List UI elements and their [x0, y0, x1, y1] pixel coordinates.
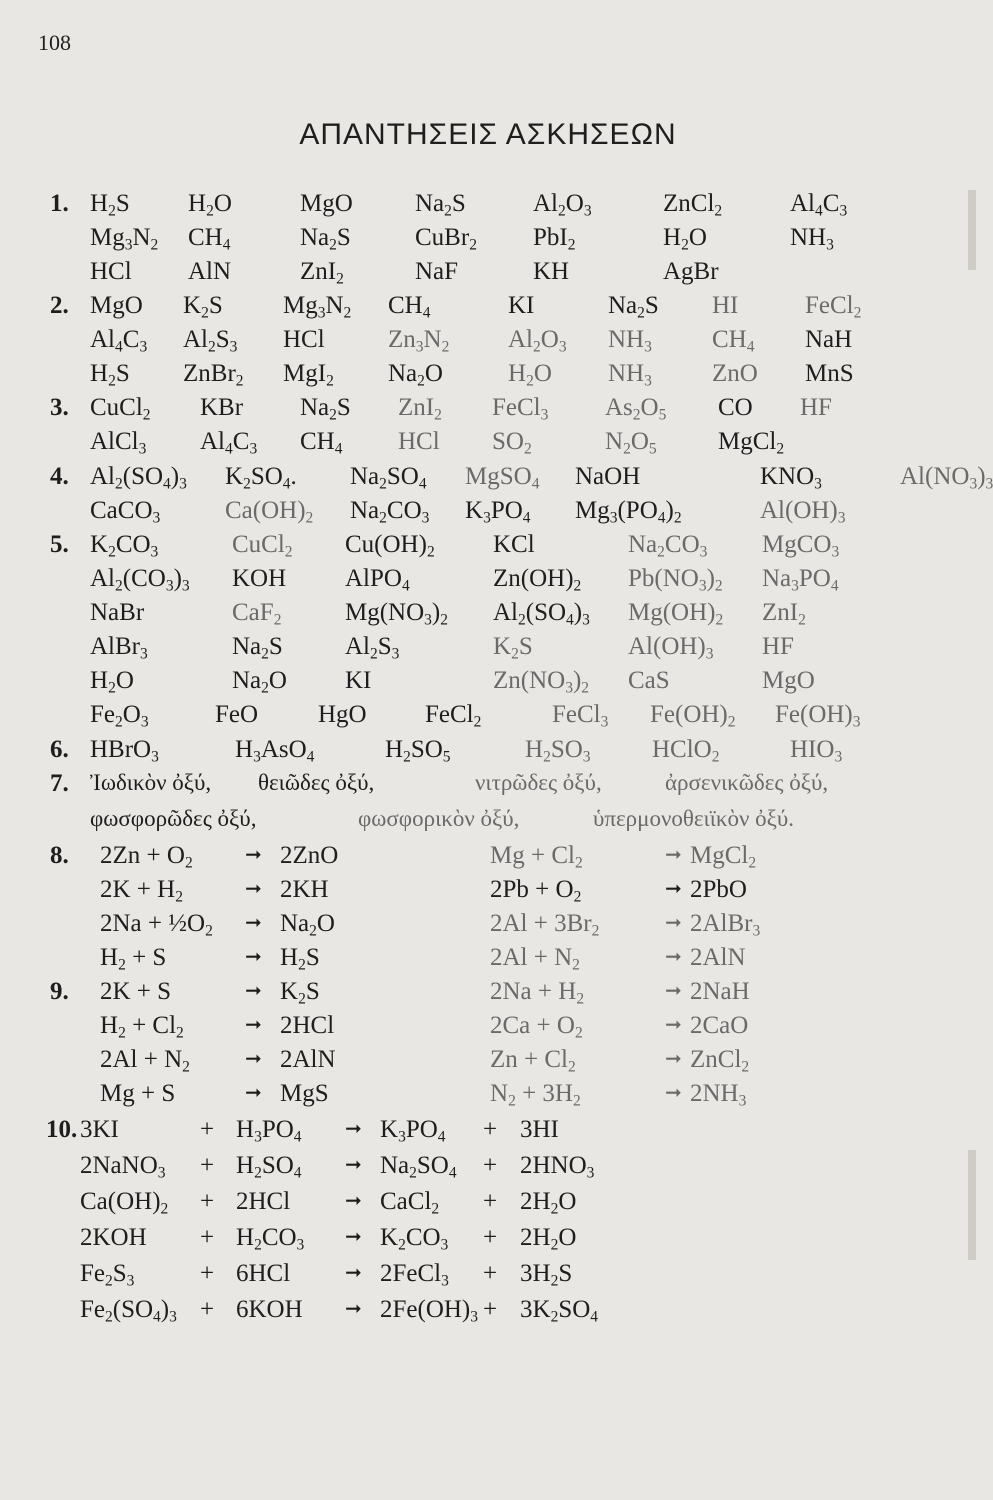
exercise-number: 6.	[50, 736, 69, 763]
formula: $Na_2SO_4$	[380, 1152, 457, 1182]
reaction-arrow: ➞	[665, 946, 682, 968]
reaction-arrow: ➞	[245, 1082, 262, 1104]
plus-sign: +	[483, 1152, 498, 1179]
formula: $Ca(OH)_2$	[225, 497, 314, 527]
plus-sign: +	[200, 1152, 215, 1179]
reaction-arrow: ➞	[345, 1226, 362, 1248]
formula: HBrO$_3$	[90, 736, 159, 766]
formula: 3HI	[520, 1116, 559, 1143]
reaction-arrow: ➞	[245, 1048, 262, 1070]
acid-name: φωσφορῶδες ὀξύ,	[90, 806, 257, 831]
exercise-number: 10.	[46, 1116, 78, 1143]
formula: 2NaH	[690, 978, 750, 1005]
page-edge-mark	[968, 1150, 976, 1260]
plus-sign: +	[483, 1188, 498, 1215]
formula: $Fe_2(SO_4)_3$	[80, 1296, 177, 1326]
formula: $3H_2S$	[520, 1260, 573, 1290]
formula: $Fe(OH)_2$	[650, 701, 736, 731]
plus-sign: +	[200, 1260, 215, 1287]
formula: $Zn_3N_2$	[388, 326, 450, 356]
formula: CaS	[628, 667, 670, 694]
acid-name: ἀρσενικῶδες ὀξύ,	[665, 770, 829, 795]
formula: $Zn(OH)_2$	[493, 565, 582, 595]
formula: AlCl$_3$	[90, 428, 147, 458]
formula: $Fe_2S_3$	[80, 1260, 135, 1290]
formula: MgCl$_2$	[718, 428, 785, 458]
plus-sign: +	[483, 1260, 498, 1287]
formula: NaBr	[90, 599, 145, 626]
formula: $Al(NO_3)_3$	[900, 463, 993, 493]
formula: $Na_2S$	[608, 292, 659, 322]
acid-name: φωσφορικὸν ὀξύ,	[358, 806, 520, 831]
formula: $Na_2S$	[232, 633, 283, 663]
formula: $Fe_2O_3$	[90, 701, 149, 731]
formula: 2HCl	[236, 1188, 291, 1215]
formula: $Fe(OH)_3$	[775, 701, 861, 731]
formula: $H_2 + Cl_2$	[100, 1012, 184, 1042]
formula: HClO$_2$	[652, 736, 720, 766]
formula: $Na_2O$	[232, 667, 287, 697]
formula: $H_2O$	[663, 224, 707, 254]
formula: KI	[345, 667, 372, 694]
formula: ZnBr$_2$	[183, 360, 244, 390]
formula: $CH_4$	[188, 224, 231, 254]
formula: FeCl$_2$	[805, 292, 862, 322]
plus-sign: +	[483, 1116, 498, 1143]
formula: MnS	[805, 360, 854, 387]
formula: FeCl$_3$	[552, 701, 609, 731]
formula: $K_2SO_4$.	[225, 463, 297, 493]
formula: AlPO$_4$	[345, 565, 410, 595]
formula: $2HNO_3$	[520, 1152, 595, 1182]
formula: 3KI	[80, 1116, 119, 1143]
formula: HF	[800, 394, 832, 421]
formula: $Zn + Cl_2$	[490, 1046, 576, 1076]
formula: $H_2O$	[188, 190, 232, 220]
acid-name: νιτρῶδες ὀξύ,	[475, 770, 602, 795]
acid-name: θειῶδες ὀξύ,	[258, 770, 375, 795]
formula: $2Na + \frac{1}{2}O_2$	[100, 910, 213, 940]
formula: MgS	[280, 1080, 329, 1107]
formula: 2NaNO$_3$	[80, 1152, 166, 1182]
formula: AlN	[188, 258, 232, 285]
formula: $NH_3$	[790, 224, 834, 254]
reaction-arrow: ➞	[345, 1154, 362, 1176]
formula: 6KOH	[236, 1296, 303, 1323]
formula: $Zn(NO_3)_2$	[493, 667, 590, 697]
formula: HCl	[90, 258, 132, 285]
formula: $Al_2(SO_4)_3$	[90, 463, 187, 493]
formula: $N_2O_5$	[605, 428, 657, 458]
formula: $Na_2SO_4$	[350, 463, 427, 493]
formula: MgCl$_2$	[690, 842, 757, 872]
formula: NaOH	[575, 463, 641, 490]
formula: $K_2CO_3$	[90, 531, 159, 561]
formula: $H_2 + S$	[100, 944, 167, 974]
formula: $2Al + N_2$	[100, 1046, 190, 1076]
formula: $Al_2S_3$	[183, 326, 238, 356]
formula: CaCl$_2$	[380, 1188, 440, 1218]
formula: 2HCl	[280, 1012, 335, 1039]
formula: $Al_2O_3$	[533, 190, 592, 220]
formula: 2AlN	[280, 1046, 336, 1073]
formula: $Mg(NO_3)_2$	[345, 599, 448, 629]
formula: $2Ca + O_2$	[490, 1012, 583, 1042]
formula: $H_2O$	[90, 667, 134, 697]
formula: HF	[762, 633, 794, 660]
exercise-number: 7.	[50, 770, 69, 797]
formula: $H_2SO_3$	[525, 736, 591, 766]
formula: $Mg_3N_2$	[283, 292, 352, 322]
formula: $K_2S$	[183, 292, 223, 322]
formula: $Al_4C_3$	[200, 428, 258, 458]
formula: $Al(OH)_3$	[628, 633, 714, 663]
formula: $K_3PO_4$	[380, 1116, 446, 1146]
formula: CuCl$_2$	[232, 531, 293, 561]
formula: MgO	[762, 667, 815, 694]
formula: $2H_2O$	[520, 1188, 577, 1218]
formula: $Na_2O$	[388, 360, 443, 390]
formula: 2AlBr$_3$	[690, 910, 761, 940]
exercise-number: 3.	[50, 394, 69, 421]
reaction-arrow: ➞	[245, 878, 262, 900]
formula: NaH	[805, 326, 853, 353]
formula: $Na_2O$	[280, 910, 335, 940]
formula: $Na_2S$	[415, 190, 466, 220]
formula: $Mg_3N_2$	[90, 224, 159, 254]
formula: HgO	[318, 701, 367, 728]
formula: $Al_4C_3$	[90, 326, 148, 356]
formula: $2Zn + O_2$	[100, 842, 193, 872]
formula: $Na_3PO_4$	[762, 565, 839, 595]
reaction-arrow: ➞	[245, 980, 262, 1002]
formula: AgBr	[663, 258, 719, 285]
exercise-number: 2.	[50, 292, 69, 319]
formula: KOH	[232, 565, 287, 592]
formula: $Na_2S$	[300, 224, 351, 254]
formula: ZnI$_2$	[398, 394, 442, 424]
reaction-arrow: ➞	[345, 1298, 362, 1320]
reaction-arrow: ➞	[245, 1014, 262, 1036]
formula: HCl	[283, 326, 325, 353]
formula: $K_3PO_4$	[465, 497, 531, 527]
formula: KBr	[200, 394, 244, 421]
plus-sign: +	[200, 1296, 215, 1323]
formula: MgI$_2$	[283, 360, 334, 390]
formula: $Cu(OH)_2$	[345, 531, 435, 561]
formula: PbI$_2$	[533, 224, 576, 254]
formula: KCl	[493, 531, 535, 558]
formula: $Al_2O_3$	[508, 326, 567, 356]
formula: $CH_4$	[388, 292, 431, 322]
formula: $K_2S$	[493, 633, 533, 663]
reaction-arrow: ➞	[665, 980, 682, 1002]
page-number: 108	[38, 30, 71, 55]
formula: $Na_2CO_3$	[350, 497, 430, 527]
formula: $Mg_3(PO_4)_2$	[575, 497, 682, 527]
formula: $Al_2S_3$	[345, 633, 400, 663]
reaction-arrow: ➞	[345, 1118, 362, 1140]
formula: FeCl$_2$	[425, 701, 482, 731]
formula: $H_2S$	[90, 190, 130, 220]
formula: MgSO$_4$	[465, 463, 540, 493]
formula: MgO	[300, 190, 353, 217]
plus-sign: +	[483, 1296, 498, 1323]
formula: CO	[718, 394, 753, 421]
reaction-arrow: ➞	[245, 912, 262, 934]
formula: $As_2O_5$	[605, 394, 667, 424]
plus-sign: +	[200, 1116, 215, 1143]
formula: $Mg + Cl_2$	[490, 842, 583, 872]
reaction-arrow: ➞	[245, 844, 262, 866]
formula: $2K + H_2$	[100, 876, 183, 906]
formula: ZnI$_2$	[762, 599, 806, 629]
formula: CaF$_2$	[232, 599, 282, 629]
formula: 2CaO	[690, 1012, 749, 1039]
formula: ZnO	[712, 360, 758, 387]
formula: 2K + S	[100, 978, 172, 1005]
formula: MgCO$_3$	[762, 531, 840, 561]
formula: $H_2CO_3$	[236, 1224, 305, 1254]
formula: $2H_2O$	[520, 1224, 577, 1254]
formula: CaCO$_3$	[90, 497, 161, 527]
reaction-arrow: ➞	[345, 1190, 362, 1212]
reaction-arrow: ➞	[665, 1048, 682, 1070]
formula: $Pb(NO_3)_2$	[628, 565, 723, 595]
formula: $Ca(OH)_2$	[80, 1188, 169, 1218]
formula: $NH_3$	[608, 360, 652, 390]
formula: $SO_2$	[492, 428, 532, 458]
formula: NaF	[415, 258, 459, 285]
formula: $HIO_3$	[790, 736, 843, 766]
formula: $N_2 + 3H_2$	[490, 1080, 581, 1110]
formula: $H_2SO_5$	[385, 736, 451, 766]
acid-name: ὑπερμονοθειϊκὸν ὀξύ.	[593, 806, 795, 831]
formula: 2ZnO	[280, 842, 339, 869]
formula: ZnCl$_2$	[690, 1046, 750, 1076]
formula: CuBr$_2$	[415, 224, 477, 254]
formula: $2Al + 3Br_2$	[490, 910, 600, 940]
exercise-number: 8.	[50, 842, 69, 869]
reaction-arrow: ➞	[665, 1014, 682, 1036]
formula: AlBr$_3$	[90, 633, 148, 663]
acid-name: Ἰωδικὸν ὀξύ,	[90, 770, 212, 795]
plus-sign: +	[200, 1188, 215, 1215]
formula: ZnI$_2$	[300, 258, 344, 288]
formula: $3K_2SO_4$	[520, 1296, 599, 1326]
page-edge-mark	[968, 190, 976, 270]
exercise-number: 1.	[50, 190, 69, 217]
formula: Mg + S	[100, 1080, 176, 1107]
formula: $K_2CO_3$	[380, 1224, 449, 1254]
reaction-arrow: ➞	[665, 912, 682, 934]
formula: $H_3PO_4$	[236, 1116, 302, 1146]
formula: $NH_3$	[608, 326, 652, 356]
exercise-number: 5.	[50, 531, 69, 558]
reaction-arrow: ➞	[665, 878, 682, 900]
formula: $H_3AsO_4$	[235, 736, 315, 766]
page-title: ΑΠΑΝΤΗΣΕΙΣ ΑΣΚΗΣΕΩΝ	[299, 118, 677, 151]
formula: $2Fe(OH)_3$	[380, 1296, 479, 1326]
formula: HCl	[398, 428, 440, 455]
formula: $Na_2CO_3$	[628, 531, 708, 561]
reaction-arrow: ➞	[245, 946, 262, 968]
exercise-number: 9.	[50, 978, 69, 1005]
formula: HI	[712, 292, 739, 319]
plus-sign: +	[483, 1224, 498, 1251]
formula: $Mg(OH)_2$	[628, 599, 724, 629]
formula: $Na_2S$	[300, 394, 351, 424]
formula: MgO	[90, 292, 143, 319]
formula: $KNO_3$	[760, 463, 822, 493]
formula: 2KH	[280, 876, 329, 903]
formula: 2KOH	[80, 1224, 147, 1251]
formula: $CH_4$	[712, 326, 755, 356]
formula: CuCl$_2$	[90, 394, 151, 424]
formula: $CH_4$	[300, 428, 343, 458]
formula: $2NH_3$	[690, 1080, 747, 1110]
reaction-arrow: ➞	[665, 844, 682, 866]
formula: 2AlN	[690, 944, 746, 971]
formula: KI	[508, 292, 535, 319]
formula: FeO	[215, 701, 259, 728]
formula: ZnCl$_2$	[663, 190, 723, 220]
formula: $K_2S$	[280, 978, 320, 1008]
formula: $2Na + H_2$	[490, 978, 585, 1008]
formula: FeCl$_3$	[492, 394, 549, 424]
formula: 2PbO	[690, 876, 747, 903]
formula: 2FeCl$_3$	[380, 1260, 449, 1290]
formula: $H_2S$	[90, 360, 130, 390]
formula: $Al(OH)_3$	[760, 497, 846, 527]
reaction-arrow: ➞	[665, 1082, 682, 1104]
formula: 6HCl	[236, 1260, 291, 1287]
exercise-number: 4.	[50, 463, 69, 490]
formula: $Al_2(SO_4)_3$	[493, 599, 590, 629]
formula: $H_2O$	[508, 360, 552, 390]
formula: KH	[533, 258, 570, 285]
formula: $Al_4C_3$	[790, 190, 848, 220]
formula: $2Pb + O_2$	[490, 876, 582, 906]
formula: $H_2S$	[280, 944, 320, 974]
plus-sign: +	[200, 1224, 215, 1251]
formula: $H_2SO_4$	[236, 1152, 302, 1182]
formula: $Al_2(CO_3)_3$	[90, 565, 190, 595]
reaction-arrow: ➞	[345, 1262, 362, 1284]
formula: $2Al + N_2$	[490, 944, 580, 974]
